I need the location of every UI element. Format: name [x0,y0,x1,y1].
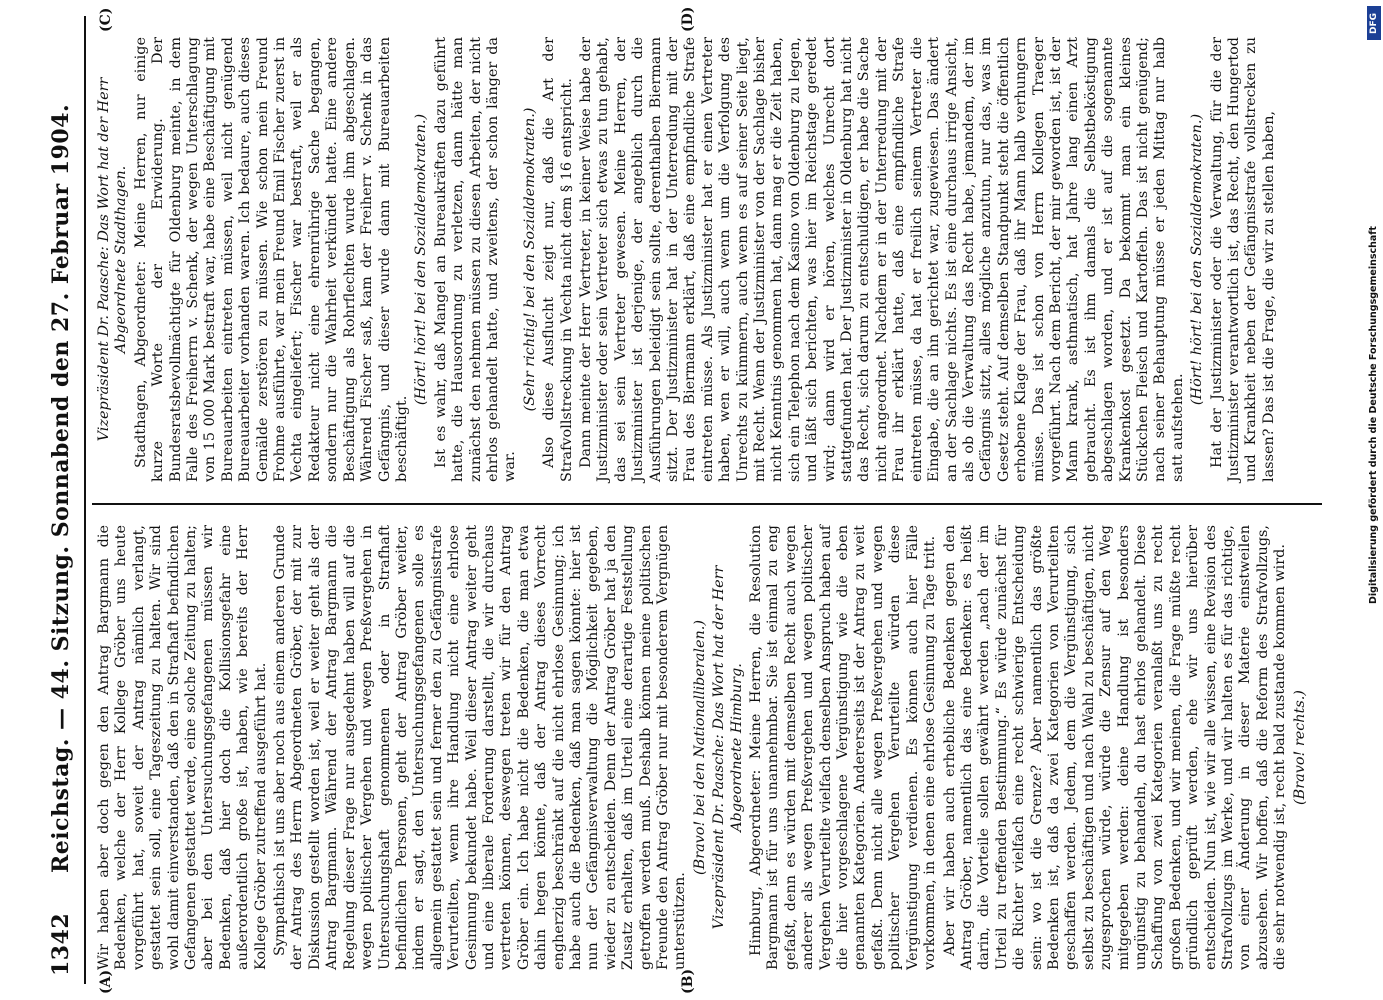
page-title: Reichstag. — 44. Sitzung. Sonnabend den 27. Februar 1904. [48,103,74,873]
interjection: (Hört! hört! bei den Sozialdemokraten.) [413,113,430,406]
interjection: (Bravo! rechts.) [1291,690,1308,805]
rotated-page [40,0,1330,1000]
paragraph: Also diese Ausflucht zeigt nur, daß die Art der Strafvollstreckung in Vechta nicht dem § 16 entspricht. [541,37,575,482]
margin-mark-b: (B) [680,968,696,994]
margin-mark-d: (D) [680,6,696,32]
paragraph: Dann meinte der Herr Vertreter, in keiner Weise habe der Justizminister oder sein Vertreter sich etwas zu tun gehabt, das sei sein Vertreter gewesen. Meine Herren, der Justizminister ist derjenige, der angeblich durch die Ausführungen beleidigt sein sollte, derenthalben Biermann sitzt. Der Justizminister hat in der Unterredung mit der Frau des Biermann erklärt, daß eine empfindliche Strafe eintreten müsse. Als Justizminister hat er einen Vertreter haben, wen er will, auch wenn um die Verfolgung des Unrechts zu kümmern, auch wenn es auf seiner Seite liegt, mit Recht. Wenn der Justizminister von der Sachlage bisher nicht Kenntnis genommen hat, dann mag er die Zeit haben, sich ein Telephon nach dem Kasino von Oldenburg zu legen, und läßt sich berichten, was hier im Reichstage geredet wird; dann wird er hören, welches Unrecht dort stattgefunden hat. Der Justizminister in Oldenburg hat nicht das Recht, sich darum zu entschuldigen, er habe die Sache nicht angeordnet. Nachdem er in der Unterredung mit der Frau ihr erklärt hatte, daß eine empfindliche Strafe eintreten müsse, da hat er freilich seinem Vertreter die Eingabe, die an ihn gerichtet war, zugewiesen. Das ändert an der Sachlage nichts. Es ist eine durchaus irrige Ansicht, als ob die Verwaltung das Recht habe, jemandem, der im Gefängnis sitzt, alles mögliche anzutun, nur das, was im Gesetz steht. Auf demselben Standpunkt steht die öffentlich erhobene Klage der Frau, daß ihr Mann halb verhungern müsse. Das ist schon von Herrn Kollegen Traeger vorgeführt. Nach dem Bericht, der mir geworden ist, ist der Mann krank, asthmatisch, hat Jahre lang einen Arzt gebraucht. Es ist ihm damals die Selbstbeköstigung abgeschlagen worden, und er ist auf die sogenannte Krankenkost gesetzt. Da bekommt man ein kleines Stückchen Fleisch und Kartoffeln. Das ist nicht genügend; nach seiner Behauptung müsse er jeden Mittag nur halb satt aufstehen. [577,37,1186,482]
paragraph: Stadthagen, Abgeordneter: Meine Herren, nur einige kurze Worte der Erwiderung. Der Bundesratsbevollmächtigte für Oldenburg meinte, in dem Falle des Freiherrn v. Schenk, der wegen Unterschlagung von 15 000 Mark bestraft war, habe eine Beschäftigung mit Bureauarbeiten eintreten müssen, weil nicht genügend Bureauarbeiter vorhanden waren. Ich bedaure, auch dieses Gemälde zerstören zu müssen. Wie schon mein Freund Frohme ausführte, war mein Freund Emil Fischer zuerst in Vechta eingeliefert; Fischer war bestraft, weil er als Redakteur nicht eine ehrenrührige Sache begangen, sondern nur die Wahrheit verkündet hatte. Eine andere Beschäftigung als Rohrflechten wurde ihm abgeschlagen. Während Fischer saß, kam der Freiherr v. Schenk in das Gefängnis, und dieser wurde dann mit Bureauarbeiten beschäftigt. [132,37,410,482]
dfg-strip [1365,0,1383,1000]
dfg-logo: DFG [1367,6,1381,40]
left-column [96,525,1311,970]
dfg-caption: Digitalisierung gefördert durch die Deutsche Forschungsgemeinschaft [1368,226,1379,604]
paragraph: Aber wir haben auch erhebliche Bedenken gegen den Antrag Gröber, namentlich das eine Bedenken: es heißt darin, die Vorteile sollen gewährt werden „nach der im Urteil zu treffenden Bestimmung.“ Es würde zunächst für die Richter vielfach eine recht schwierige Entscheidung sein: wo ist die Grenze? Aber namentlich das größte Bedenken ist, daß da zwei Kategorien von Verurteilten geschaffen werden. Jedem, dem die Vergünstigung, sich selbst zu beschäftigen und nach Wahl zu beschäftigen, nicht zugesprochen würde, würde die Zensur auf den Weg mitgegeben werden: deine Handlung ist besonders ungünstig zu behandeln, du hast ehrlos gehandelt. Diese Schaffung von zwei Kategorien veranlaßt uns zu recht großen Bedenken, und wir meinen, die Frage müßte recht gründlich geprüft werden, ehe wir uns hierüber entscheiden. Nun ist, wie wir alle wissen, eine Revision des Strafvollzugs im Werke, und wir halten es für das richtige, von einer Änderung in dieser Materie einstweilen abzusehen. Wir hoffen, daß die Reform des Strafvollzugs, die sehr notwendig ist, recht bald zustande kommen wird. [941,525,1289,970]
margin-mark-a: (A) [98,969,114,994]
paragraph: Sympathisch ist uns aber noch aus einem anderen Grunde der Antrag des Herrn Abgeordneten Gröber, der mit zur Diskussion gestellt worden ist, weil er weiter geht als der Antrag Bargmann. Während der Antrag Bargmann die Regelung dieser Frage nur ausgedehnt haben will auf die wegen politischer Vergehen und wegen Preßvergehen in Untersuchungshaft genommenen oder in Strafhaft befindlichen Personen, geht der Antrag Gröber weiter, indem er sagt, den Untersuchungsgefangenen solle es allgemein gestattet sein und ferner den zu Gefängnisstrafe Verurteilten, wenn ihre Handlung nicht eine ehrlose Gesinnung bekundet habe. Weil dieser Antrag weiter geht und eine liberale Forderung darstellt, die wir durchaus vertreten können, deswegen treten wir für den Antrag Gröber ein. Ich habe nicht die Bedenken, die man etwa dahin hegen könnte, daß der Antrag dieses Vorrecht engherzig beschränkt auf die nicht ehrlose Gesinnung; ich habe auch die Bedenken, daß man sagen könnte: hier ist nun der Gefängnisverwaltung die Möglichkeit gegeben, wieder zu entscheiden. Denn der Antrag Gröber hat ja den Zusatz erhalten, daß im Urteil eine derartige Feststellung getroffen werden muß. Deshalb können meine politischen Freunde den Antrag Gröber nur mit besonderem Vergnügen unterstützen. [272,525,689,970]
header-rule [84,16,86,984]
paragraph: Ist es wahr, daß Mangel an Bureaukräften dazu geführt hatte, die Hausordnung zu verletzen, dann hätte man zunächst den nehmen müssen zu diesen Arbeiten, der nicht ehrlos gehandelt hatte, und zweitens, der schon länger da war. [432,37,519,482]
speaker-announcement: Vizepräsident Dr. Paasche: Das Wort hat der Herr Abgeordnete Stadthagen. [96,77,130,442]
paragraph: Himburg, Abgeordneter: Meine Herren, die Resolution Bargmann ist für uns unannehmbar. Sie ist einmal zu eng gefaßt, denn es würden mit demselben Recht auch wegen anderer als wegen Preßvergehen und wegen politischer Vergehen Verurteilte vielfach denselben Anspruch haben auf die hier vorgeschlagene Vergünstigung wie die eben genannten Kategorien. Andererseits ist der Antrag zu weit gefaßt. Denn nicht alle wegen Preßvergehen und wegen politischer Vergehen Verurteilte würden diese Vergünstigung verdienen. Es können auch hier Fälle vorkommen, in denen eine ehrlose Gesinnung zu Tage tritt. [748,525,939,970]
interjection: (Sehr richtig! bei den Sozialdemokraten.) [521,107,538,412]
margin-mark-c: (C) [98,7,114,32]
interjection: (Hört! hört! bei den Sozialdemokraten.) [1189,113,1206,406]
interjection: (Bravo! bei den Nationalliberalen.) [691,620,708,875]
page-number: 1342 [48,912,74,976]
paragraph: Hat der Justizminister oder die Verwaltung, für die der Justizminister verantwortlich ist, das Recht, den Hungertod und Krankheit neben der Gefängnisstrafe vollstrecken zu lassen? Das ist die Frage, die wir zu stellen haben, [1208,37,1277,482]
page-header [40,0,82,1000]
paragraph: Wir haben aber doch gegen den Antrag Bargmann die Bedenken, welche der Herr Kollege Gröber uns heute vorgeführt hat, soweit der Antrag nämlich verlangt, gestattet sein soll, eine Tageszeitung zu halten. Wir sind wohl damit einverstanden, daß den in Strafhaft befindlichen Gefangenen gestattet werde, eine solche Zeitung zu halten; aber bei den Untersuchungsgefangenen müssen wir Bedenken, daß hier doch die Kollisionsgefahr eine außerordentlich große ist, haben, wie bereits der Herr Kollege Gröber zutreffend ausgeführt hat. [96,525,269,970]
speaker-announcement: Vizepräsident Dr. Paasche: Das Wort hat der Herr Abgeordnete Himburg. [711,565,745,930]
right-column [96,37,1280,482]
column-divider [92,503,1322,505]
